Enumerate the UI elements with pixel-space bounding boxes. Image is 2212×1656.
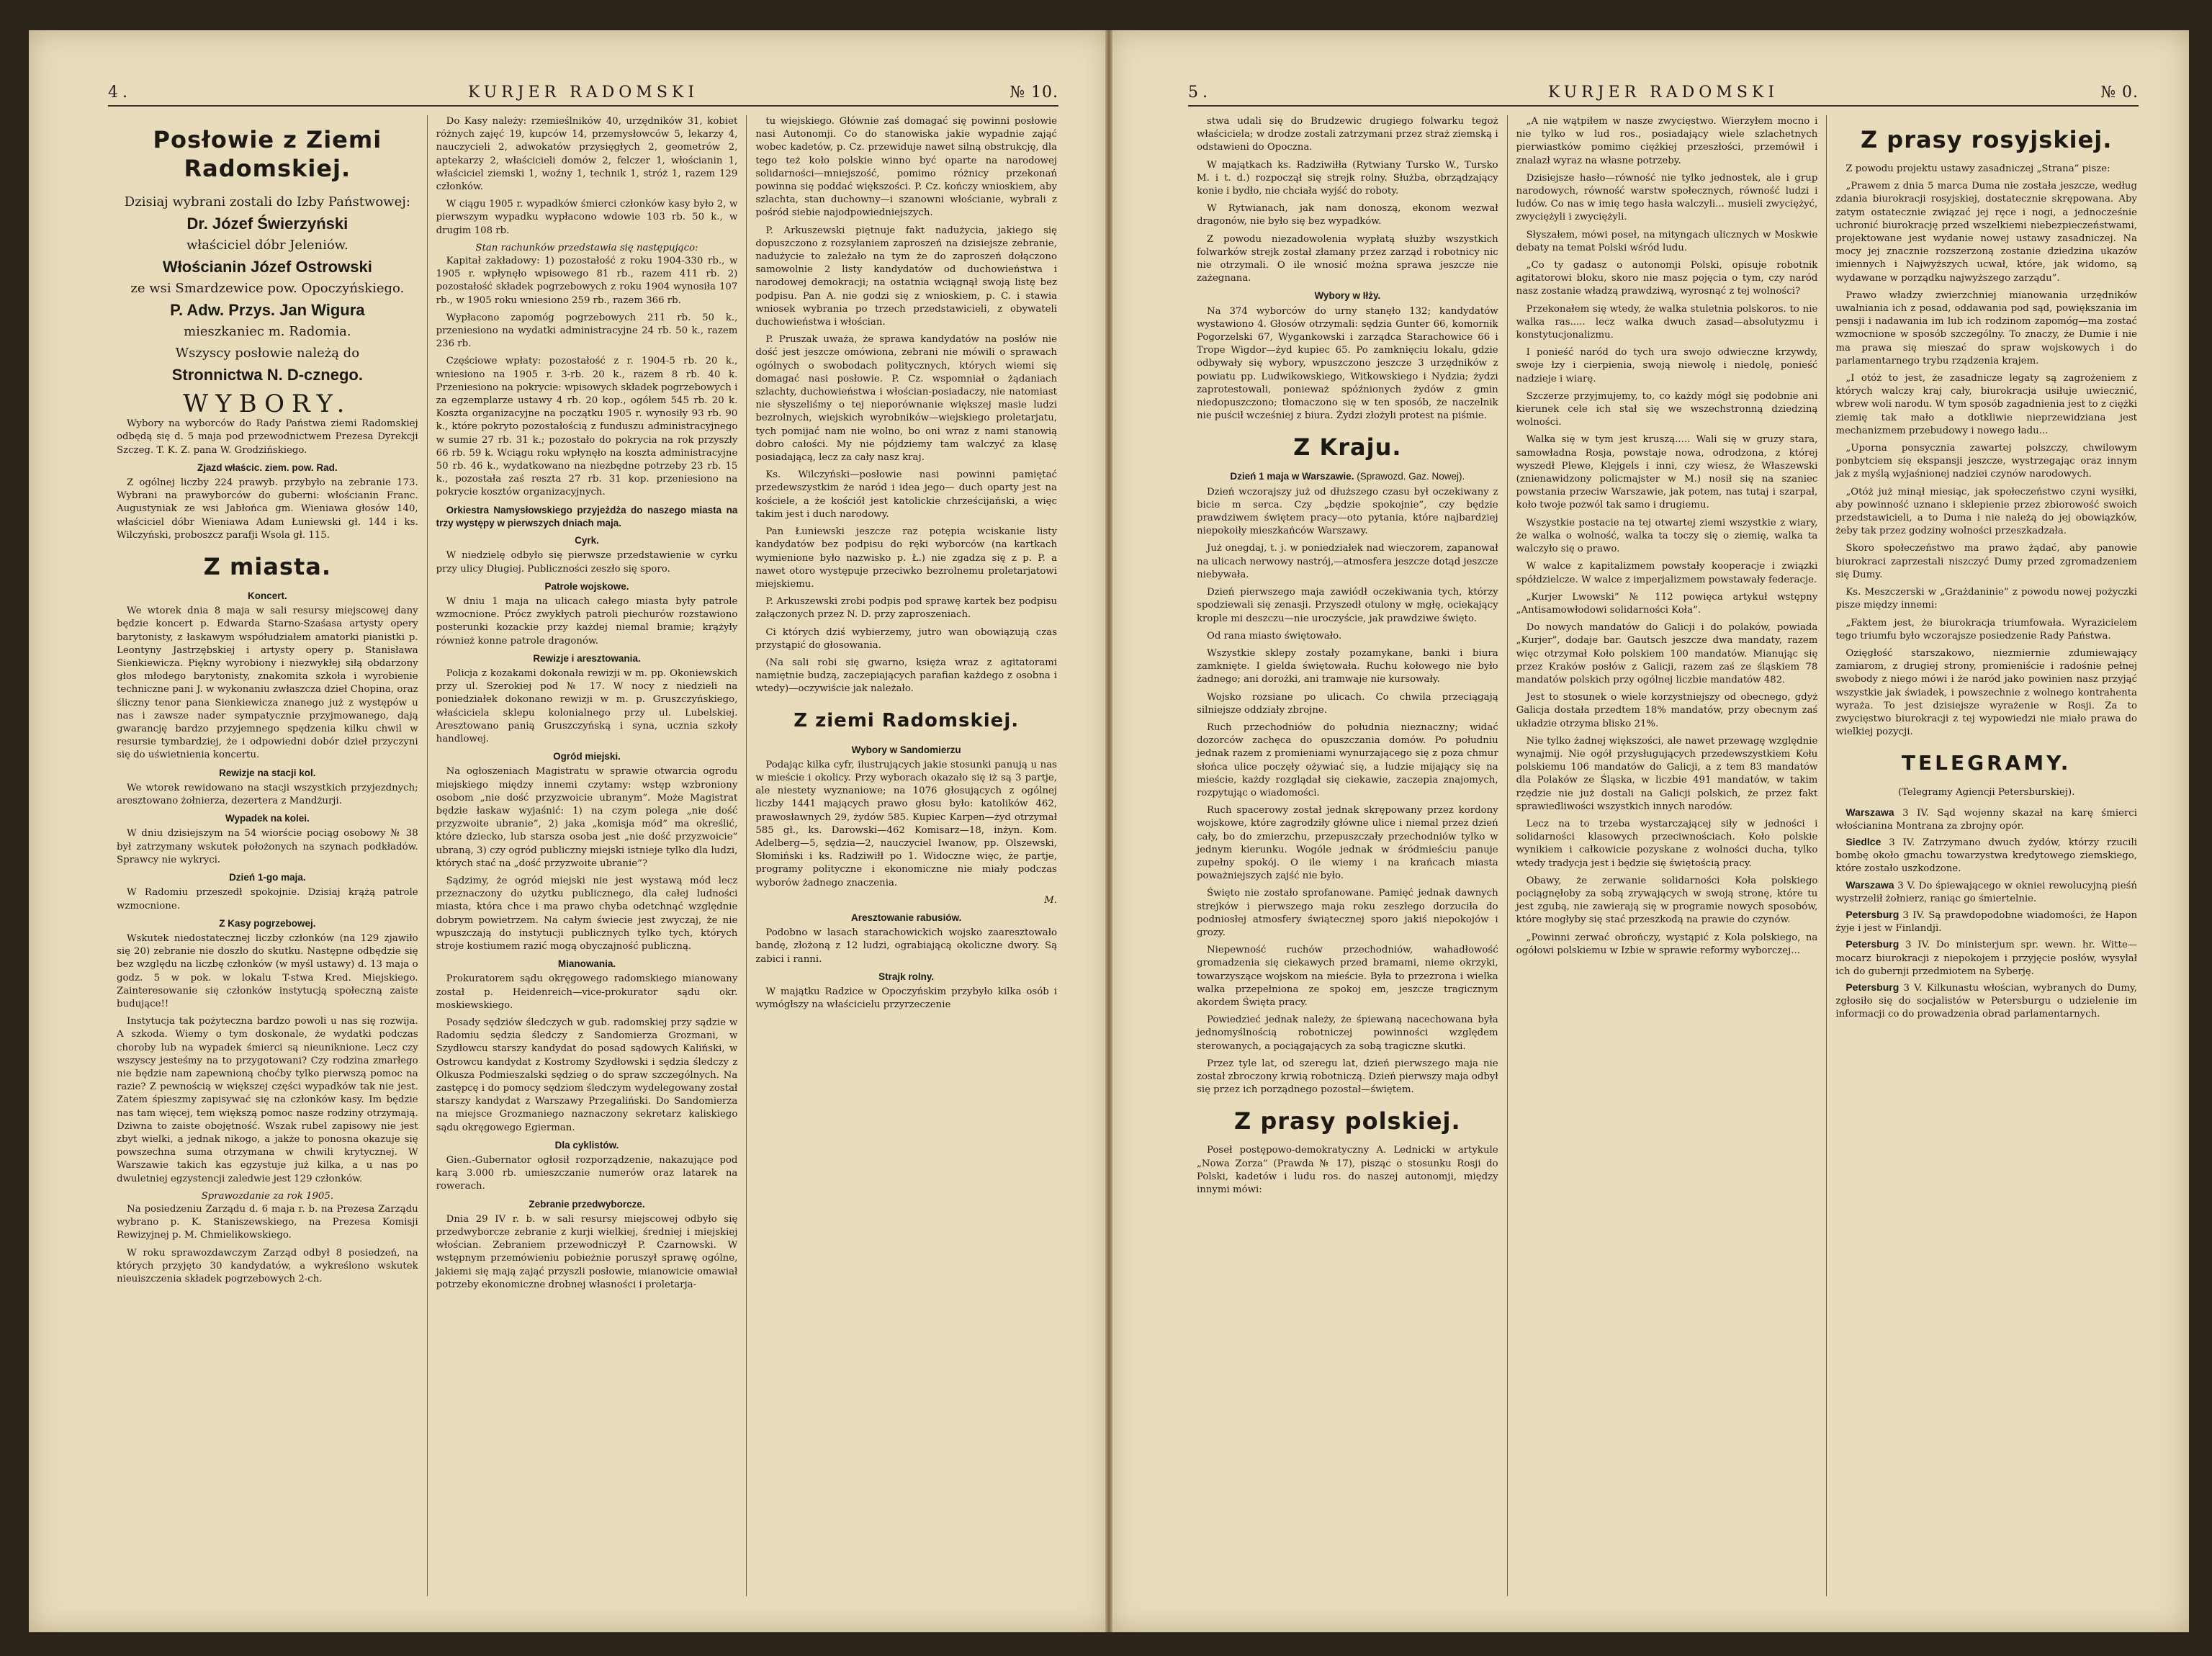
telegram-item	[1835, 806, 2137, 833]
z-prasy-polskiej-title: Z prasy polskiej.	[1234, 1107, 1461, 1135]
telegramy-subtitle: (Telegramy Agiencji Petersburskiej).	[1897, 787, 2075, 798]
poslowie-line: właściciel dóbr Jeleniów.	[186, 238, 349, 253]
kurjer-lwowski-paragraph: Jest to stosunek o wiele korzystniejszy od obecnego, gdyż Galicja dostała przedtem 18% mandatów, przy obecnym zaś układzie otrzyma blisko 21%.	[1516, 692, 1818, 729]
right-col-3	[1827, 115, 2146, 1596]
kasa-paragraph: Instytucja tak pożyteczna bardzo powoli u nas się rozwija. A szkoda. Wiemy o tym doskonale, że wydatki podczas choroby lub na wypadek śmierci są nieuniknione. Lecz czy wszyscy jesteśmy na to przygotowani? Czy rodzina zmarłego nie będzie nam zapewnioną choćby tylko pierwszą pomoc na razie? Z pewnością w większej części wypadków tak nie jest. Zatem śpieszmy zapisywać się na członków kasy. Im będzie nas tam więcej, tem większą pomoc nasze rodziny otrzymają. Dziwna to zaiste obojętność. Wszak rubel zapisowy nie jest zbyt wielki, a jednak nikogo, a jakże to ponosna okazuje się powszechna suma otrzymana w chwili krytycznej. W Warszawie takich kas egzystuje już kilka, a u nas po dwuletniej egzystencji zaledwie jest 129 członków.	[117, 1016, 418, 1184]
telegram-date: 3 V.	[1903, 982, 1923, 994]
poslowie-line: Dr. Józef Świerzyński	[186, 215, 349, 233]
zebranie-cont-paragraph: (Na sali robi się gwarno, księża wraz z agitatorami namiętnie budzą, zaczepiających parafian każdego z osobna i wtedy)—oczywiście jak należało.	[755, 657, 1058, 695]
telegram-city: Petersburg	[1845, 908, 1899, 920]
z-kraju-title: Z Kraju.	[1293, 433, 1402, 462]
kurjer-lwowski-paragraph: „Powinni zerwać obrończy, wystąpić z Kola polskiego, na ogółowi polskiemu w Izbie w sprawie reformy wyborczej...	[1516, 932, 1818, 956]
wyplaty-paragraph: Wypłacono zapomóg pogrzebowych 211 rb. 50 k., przeniesiono na wydatki administracyjne 24 rb. 50 k., razem 236 rb.	[436, 312, 738, 350]
kasa-members-paragraph: Do Kasy należy: rzemieślników 40, urzędników 31, kobiet różnych zajęć 19, kupców 14, przemysłowców 5, lekarzy 4, nauczycieli 2, adwokatów przysięgłych 2, geometrów 2, aptekarzy 2, właścicieli domów 2, felczer 1, włościanin 1, właściciel ziemski 1, woźny 1, technik 1, stróż 1, razem 129 członków.	[436, 116, 738, 193]
zebranie-cont-paragraph: Pan Łuniewski jeszcze raz potępia wciskanie listy kandydatów bez podpisu do ręki wyborców (na kartkach wymienione było nazwisko p. Ł.) nie zgadza się z p. P. a nawet otoro występuje przeciwko bezrolnemu proletarjatowi miejskiemu.	[755, 526, 1058, 590]
kurjer-lwowski-paragraph: Do nowych mandatów do Galicji i do polaków, powiada „Kurjer”, dodaje bar. Gautsch jeszcze dwa mandaty, razem więc otrzymał Koło polskiem 100 mandatów. Mianując się przez Kraków posłów z Galicji, razem zaś ze śląskiem 78 mandatów polskich przy ogólnej liczbie mandatów 482.	[1516, 622, 1818, 685]
patrole-subheading: Patrole wojskowe.	[544, 580, 629, 592]
left-col-1	[108, 115, 428, 1596]
ogrod-subheading: Ogród miejski.	[553, 751, 621, 762]
kasa-deaths-paragraph: W ciągu 1905 r. wypadków śmierci członków kasy było 2, w pierwszym wypadku wypłacono wdowie 103 rb. 50 k., w drugim 108 rb.	[436, 199, 738, 236]
poslowie-line: mieszkaniec m. Radomia.	[184, 324, 351, 339]
koncert-paragraph: We wtorek dnia 8 maja w sali resursy miejscowej dany będzie koncert p. Edwarda Starno-Szaśasa artysty opery barytonisty, z łaskawym współudziałem amatorki pianistki p. Leontyny Jastrzębskiej i artysty opery p. Stanisława Sienkiewicza. Piękny wyrobiony i niezwykłej siłą obdarzony głos młodego barytonisty, znakomita szkoła i wyrobienie techniczne pani J. w wykonaniu zwłaszcza dzieł Chopina, oraz śliczny tenor pana Sienkiewicza znanego już z występów u nas i zawsze nader sympatycznie przyjmowanego, dają gwarancję bardzo przyjemnego spędzenia kilku chwil w resursie tymbardziej, że i odpowiedni dobór dzieł przyczyni się do uświetnienia koncertu.	[117, 606, 418, 761]
rosyjska-paragraph: „Uporna ponsycznia zawartej polszczy, chwilowym ponbytciem się ekspansji jeszcze, wystrzegając oraz innym jak z myślą wyjaśnionej nadziei czynów narodowych.	[1835, 443, 2138, 480]
poslowie-line: Włościanin Józef Ostrowski	[162, 258, 372, 276]
rosyjska-paragraph: Ks. Meszczerski w „Grażdaninie” z powodu nowej pożyczki pisze między innemi:	[1835, 587, 2138, 611]
sandomierz-subheading: Wybory w Sandomierzu	[851, 744, 961, 755]
telegram-text: Do ministerjum spr. wewn. hr. Witte—mocarz biurokracji z niepokojem i przyjęcie posłów, wysyłał ich do gubernji przedmiotem na Syberję.	[1835, 940, 2138, 977]
sprawozdanie-subheading: Sprawozdanie za rok 1905.	[201, 1190, 334, 1202]
wybory-title: WYBORY.	[183, 390, 352, 418]
poslowie-line: ze wsi Smardzewice pow. Opoczyńskiego.	[130, 281, 405, 296]
rewizje-stacja-subheading: Rewizje na stacji kol.	[219, 767, 316, 778]
wypadek-subheading: Wypadek na kolei.	[225, 813, 310, 824]
telegram-date: 3 IV.	[1902, 909, 1925, 921]
dzien-paragraph: Ruch spacerowy został jednak skrępowany przez kordony wojskowe, które zagrodziły główne ulice i niemal przez dzień cały, bo do zmierzchu, przepuszczały przechodniów tylko w jednym kierunku. Wogóle jednak w śródmieściu panuje zupełny spokój. O ile wiemy i na krańcach miasta poważniejszych zajść nie było.	[1197, 805, 1498, 882]
dzien-warszawa-heading: Dzień 1 maja w Warszawie.	[1230, 471, 1354, 482]
telegramy-title: TELEGRAMY.	[1901, 751, 2072, 775]
mianowania-paragraph: Prokuratorem sądu okręgowego radomskiego mianowany został p. Heidenreich—vice-prokurator sądu okr. moskiewskiego.	[436, 973, 738, 1011]
cyrk-subheading: Cyrk.	[575, 535, 599, 546]
dzien-paragraph: Niepewność ruchów przechodniów, wahadłowość gromadzenia się ciekawych przed bramami, nieme okrzyki, towarzyszące wojskom na mieście. Była to przezrona i wielka walka przepełniona ze spokoj em, jeszcze tragicznym akordem Święta pracy.	[1197, 945, 1498, 1008]
newspaper-spread	[29, 30, 2189, 1632]
telegram-item	[1835, 878, 2137, 906]
koncert-subheading: Koncert.	[247, 590, 287, 602]
mianowania-subheading: Mianowania.	[557, 958, 616, 970]
telegram-city: Petersburg	[1845, 981, 1899, 993]
prasy-cont-paragraph: Walka się w tym jest kruszą..... Wali się w gruzy stara, samowładna Rosja, powstaje nowa, odrodzona, z której wyszedł Plewe, Klejgels i inni, czy wiesz, że Właszewski (znienawidzony policmajster w M.) nosił się na szaniec powstania przeciw Warszawie, jak potem, nas tutaj i szarpał, koło twoje pozwól tak samo i drugiemu.	[1516, 434, 1818, 511]
dzien-paragraph: Ruch przechodniów do południa nieznaczny; widać dozorców zachęca do opuszczania domów. Po południu jednak razem z promieniami wynurzającego się z poza chmur słońca ulice poczęły ożywiać się, a ludzie mijający się na mieście, każdy rozglądał się ciekawie, zaczepia znajomych, rozpytując o wiadomości.	[1197, 721, 1498, 798]
aresztowanie-subheading: Aresztowanie rabusiów.	[851, 912, 962, 923]
right-running-header	[1188, 81, 2139, 107]
z-ziemi-radomskiej-title: Z ziemi Radomskiej.	[793, 709, 1020, 732]
wybory-paragraph: Wybory na wyborców do Rady Państwa ziemi Radomskiej odbędą się d. 5 maja pod przewodnictwem Prezesa Dyrekcji Szczeg. T. K. Z. pana W. Grodzińskiego.	[117, 418, 418, 456]
poslowie-list	[117, 192, 418, 386]
kasa-paragraph: W roku sprawozdawczym Zarząd odbył 8 posiedzeń, na których przyjęto 30 kandydatów, a wykreślono wskutek nieuiszczenia składek pogrzebowych 2-ch.	[117, 1247, 418, 1284]
rosyjska-paragraph: „I otóż to jest, że zasadnicze legaty są zagrożeniem z których walczy kraj cały, biurokracja usiłuje uwiecznić, wbrew woli narodu. W tym sposób zagadnienia jest to z ciężki ziemię tak mało a dotkliwie nieprzewidziana jest mechanizmem przebudowy i nowego ładu...	[1835, 373, 2138, 436]
cyklistow-paragraph: Gien.-Gubernator ogłosił rozporządzenie, nakazujące pod karą 3.000 rb. umieszczanie numerów oraz latarek na rowerach.	[436, 1155, 738, 1192]
kurjer-lwowski-paragraph: „Kurjer Lwowski” № 112 powięca artykuł wstępny „Antisamowłodowi solidarności Koła”.	[1516, 591, 1818, 616]
telegram-city: Warszawa	[1845, 878, 1894, 891]
zebranie-paragraph: Dnia 29 IV r. b. w sali resursy miejscowej odbyło się przedwyborcze zebranie z kurji wielkiej, średniej i miejskiej włościan. Zebraniem przewodniczył P. Czarnowski. W wstępnym przemówieniu pobieżnie poruszył sprawę ogólne, jakiemi się mają zająć przyszli posłowie, mianowicie omawiał potrzeby ekonomiczne drobnej własności i proletarja-	[436, 1213, 738, 1290]
telegram-city: Warszawa	[1845, 806, 1894, 818]
dzien-paragraph: Wojsko rozsiane po ulicach. Co chwila przeciągają silniejsze oddziały zbrojne.	[1197, 691, 1498, 716]
telegram-city: Siedlce	[1845, 835, 1881, 847]
telegram-item	[1835, 937, 2137, 978]
dzien-paragraph: Wszystkie sklepy zostały pozamykane, banki i biura zamknięte. I gielda świętowała. Ruchu kołowego nie było żadnego; ani dorożki, ani tramwaje nie kursowały.	[1197, 647, 1498, 685]
telegram-item	[1835, 981, 2137, 1022]
prasy-polskiej-paragraph: Poseł postępowo-demokratyczny A. Lednicki w artykule „Nowa Zorza” (Prawda № 17), pisząc o stosunku Rosji do Polski, kadetów i ludu ros. do naszej autonomji, między innymi mówi:	[1197, 1145, 1498, 1196]
right-col-1	[1188, 115, 1508, 1596]
telegram-item	[1835, 835, 2137, 876]
strajk-cont-paragraph: W Rytwianach, jak nam donoszą, ekonom wezwał dragonów, nie było się bez wypadków.	[1197, 203, 1498, 228]
kapital-paragraph: Kapitał zakładowy: 1) pozostałość z roku 1904-330 rb., w 1905 r. wpłynęło wpisowego 81 rb., razem 411 rb. 2) pozostałość składek pogrzebowych z roku 1904 wynosiła 107 rb., w 1905 roku wniesiono 259 rb., razem 366 rb.	[436, 256, 738, 306]
ogrod-paragraph: Sądzimy, że ogród miejski nie jest wystawą mód lecz przeznaczony do użytku publicznego, dla całej ludności miasta, która chce i ma prawo chyba odetchnąć względnie dobrym powietrzem. Na całym świecie jest zwyczaj, że nie wpuszczają do instytucji publicznych tylko tych, których stroje kostiumem razić mogą obyczajność publiczną.	[436, 875, 738, 952]
poslowie-line: Wszyscy posłowie należą do	[175, 346, 360, 361]
dzien-paragraph: Już onegdaj, t. j. w poniedziałek nad wieczorem, zapanował na ulicach nerwowy nastrój,—atmosfera jeszcze dotąd jeszcze niebywała.	[1197, 543, 1498, 580]
zjazd-subheading: Zjazd właścic. ziem. pow. Rad.	[197, 462, 338, 473]
zebranie-cont-paragraph: P. Arkuszewski zrobi podpis pod sprawę kartek bez podpisu załączonych przez N. D. przy zaproszeniach.	[755, 596, 1058, 621]
prasy-cont-paragraph: Słyszałem, mówi poseł, na mityngach ulicznych w Moskwie debaty na temat Polski wśród ludu.	[1516, 229, 1818, 253]
zebranie-cont-paragraph: P. Arkuszewski piętnuje fakt nadużycia, jakiego się dopuszczono z rozsyłaniem zaproszeń na dzisiejsze zebranie, nadużycie to zależało na tym że do zaproszeń dołączono samowolnie 2 listy kandydatów od duchowieństwa i narodowej demokracji; na ostatnia wciągnął swoją listę bez podpisu. Pan A. nie godzi się z wnioskiem, p. C. i stawia wniosek wybrania po trzech przedstawicieli, z obywateli duchowieństwa i włościan.	[755, 225, 1058, 328]
rosyjska-paragraph: Skoro społeczeństwo ma prawo żądać, aby panowie biurokraci zaprzestali niszczyć Dumy przed zgromadzeniem się Dumy.	[1835, 543, 2138, 580]
telegram-list	[1835, 806, 2137, 1022]
kasa-paragraph: Na posiedzeniu Zarządu d. 6 maja r. b. na Prezesa Zarządu wybrano p. K. Staniszewskiego, na Prezesa Komisji Rewizyjnej p. M. Chmielikowskiego.	[117, 1203, 418, 1241]
telegram-date: 3 IV.	[1902, 807, 1929, 819]
zebranie-cont-paragraph: tu wiejskiego. Głównie zaś domagać się powinni posłowie nasi Autonomji. Co do stanowiska jakie wypadnie zająć wobec kadetów, p. Cz. przewiduje nawet silną obstrukcję, dla tego też koło polskie winno być oparte na narodowej solidarności—mniejszość, pomimo różnicy przekonań powinna się poddać większości. P. Cz. kończy wnioskiem, aby szlachta, stan duchowny—i szanowni włościanie, wybrali z pośród siebie najodpowiedniejszych.	[755, 116, 1058, 219]
dzien-paragraph: Przez tyle lat, od szeregu lat, dzień pierwszego maja nie został zbroczony krwią robotniczą. Dzień pierwszy maja odbył się przez ich porządnego pozostał—świętem.	[1197, 1058, 1498, 1096]
rewizje-subheading: Rewizje i aresztowania.	[533, 652, 641, 664]
kurjer-lwowski-paragraph: Lecz na to trzeba wystarczającej siły w jedności i solidarności klasowych przeciwnościach. Koło polskie wynikiem i całkowicie pozyskane z wolności ducha, tylko wtedy tradycja jest i będzie się świętością pracy.	[1516, 818, 1818, 869]
poslowie-line: P. Adw. Przys. Jan Wigura	[170, 301, 365, 319]
rewizje-stacja-paragraph: We wtorek rewidowano na stacji wszystkich przyjezdnych; aresztowano żołnierza, dezertera z Mandżurji.	[117, 782, 418, 807]
dzien-paragraph: Od rana miasto świętowało.	[1207, 630, 1342, 642]
stan-rachunkow-heading: Stan rachunków przedstawia się następująco:	[475, 242, 698, 253]
prasy-cont-paragraph: „Co ty gadasz o autonomji Polski, opisuje robotnik agitatorowi bloku, skoro nie masz pojęcia o tym, czy naród nasz zostanie władzą prawdziwą, wyrosnąć z tej wolności?	[1516, 260, 1818, 297]
ogrod-paragraph: Na ogłoszeniach Magistratu w sprawie otwarcia ogrodu miejskiego między innemi czytamy: wstęp wzbroniony osobom „nie dość przyzwoicie ubranym”. Może Magistrat będzie łaskaw wyjaśnić: 1) na czym polega „nie dość przyzwoite ubranie”, 2) jaka „komisja mód” ma określić, które dziecko, lub starsza osoba jest „nie dość przyzwoicie” ubraną, 3) czy ogród publiczny miejski istnieje tylko dla ludzi, których stać na „dość przyzwoite ubranie”?	[436, 766, 738, 869]
strajk-subheading: Strajk rolny.	[878, 971, 935, 982]
telegram-text: Sąd wojenny skazał na karę śmierci włościanina Montrana za zbrojny opór.	[1835, 807, 2138, 832]
poslowie-line: Stronnictwa N. D-cznego.	[171, 366, 363, 384]
kurjer-lwowski-paragraph: Nie tylko żadnej większości, ale nawet przewagę względnie wynajmij. Nie ogół przysługujących przedewszystkiem Kołu polskiemu 106 mandatów do Galicji, a z tem 83 mandatów dla Polaków ze Śląska, w liczbie 491 mandatów, w takim rzędzie nie już dostali na Galicji polskich, że przez fakt sprawiedliwości wszystkich innych narodów.	[1516, 735, 1818, 812]
dzien-paragraph: Powiedzieć jednak należy, że śpiewaną nacechowana była jednomyślnością robotniczej powinności względem sterowanych, a pociągających za sobą tragiczne skutki.	[1197, 1014, 1498, 1052]
zebranie-subheading: Zebranie przedwyborcze.	[529, 1198, 645, 1210]
kasa-subheading: Z Kasy pogrzebowej.	[219, 917, 316, 929]
telegram-text: Kilkunastu włościan, wybranych do Dumy, zgłosiło się do socjalistów w Petersburgu o udzielenie im informacji co do prowadzenia obrad parlamentarnych.	[1835, 982, 2138, 1020]
page-gutter	[1105, 30, 1112, 1632]
poslowie-line: Dzisiaj wybrani zostali do Izby Państwowej:	[124, 194, 410, 210]
left-issue-number: № 10.	[1010, 84, 1058, 102]
telegram-date: 3 IV.	[1889, 837, 1915, 848]
prasy-cont-paragraph: „A nie wątpiłem w nasze zwycięstwo. Wierzyłem mocno i nie tylko w lud ros., posiadający wiele szlachetnych pierwiastków pomimo ciężkiej przeszłości, przemówił i znalazł wyraz na własne potrzeby.	[1516, 116, 1818, 166]
dzien-paragraph: Dzień wczorajszy już od dłuższego czasu był oczekiwany z bicie m serca. Czy „będzie spokojnie”, czy będzie prawdziwem świętem pracy—oto pytania, które najbardziej niepokoiły mieszkańców Warszawy.	[1197, 486, 1498, 537]
right-page	[1109, 30, 2189, 1632]
telegram-text: Są prawdopodobne wiadomości, że Hapon żyje i jest w Finlandji.	[1835, 909, 2138, 935]
left-page	[29, 30, 1109, 1632]
strajk-cont-paragraph: W majątkach ks. Radziwiłła (Rytwiany Tursko W., Tursko M. i t. d.) rozpoczął się strejk rolny. Służba, obrządzający konie i bydło, nie chciała wyjść do roboty.	[1197, 159, 1498, 197]
rosyjska-paragraph: „Prawem z dnia 5 marca Duma nie została jeszcze, według zdania biurokracji rosyjskiej, dostatecznie skrępowana. Aby zatym ostatecznie związać jej ręce i nogi, a jednocześnie uchronić biurokrację przed wszelkiemi niebezpieczeństwami, projektowane jest wydanie nowej ustawy zasadniczej. Na mocy jej znacznie rozszerzoną zostanie dziedzina ukazów imiennych i Najwyższych ucwał, które, jak widomo, są wydawane w porządku najwyższego zarządu”.	[1835, 181, 2138, 284]
aresztowanie-paragraph: Podobno w lasach starachowickich wojsko zaaresztowało bandę, złożoną z 12 ludzi, ograbiającą okoliczne dwory. Są zabici i ranni.	[755, 927, 1058, 965]
dzien-maja-subheading: Dzień 1-go maja.	[229, 872, 306, 883]
left-col-3	[747, 115, 1066, 1596]
prasy-cont-paragraph: I ponieść naród do tych ura swojo odwieczne krzywdy, swoje łzy i cierpienia, swoją niewolę i niedolę, ponieść nadzieje i wiarę.	[1516, 347, 1818, 384]
rosyjska-paragraph: Ozięgłość starszakowo, niezmiernie zdumiewający zamiarom, z drugiej strony, promieniście i radośnie pełnej swobody z niego mówi i że naród jako powinien nasz przyjąć wszystkie jak świadek, i powszechnie z wolnego kontrahenta wyraża. To jest dzisiejsze wyrażenie w Rosji. Za to zwycięstwo biurokracji z tej wypowiedzi nie miało prawa do wielkiej pozycji.	[1835, 647, 2138, 738]
czesciowe-paragraph: Częściowe wpłaty: pozostałość z r. 1904-5 rb. 20 k., wniesiono na 1905 r. 3-rb. 20 k., razem 8 rb. 40 k. Przeniesiono na pokrycie: wpisowych składek pogrzebowych i za egzemplarze ustawy 4 rb. 20 kop., ogółem 545 rb. 20 k. Koszta organizacyjne na początku 1905 r. wynosiły 93 rb. 90 k., które pokryto pozostałością z funduszu administracyjnego w sumie 27 rb. 31 k.; pozostało do pokrycia na rok przyszły 66 rb. 59 k. Wciągu roku wpłynęło na koszta administracyjne 50 rb. 46 k., wydatkowano na niezbędne potrzeby 23 rb. 15 k., pozostała zaś reszta 27 rb. 31 kop. przeniesiono na pokrycie kosztów organizacyjnych.	[436, 356, 738, 498]
kasa-paragraph: Wskutek niedostatecznej liczby członków (na 129 zjawiło się 20) zebranie nie doszło do skutku. Następne odbędzie się bez względu na liczbę członków (w myśl ustawy) d. 13 maja o godz. 5 w pok. w lokalu T-stwa Kred. Miejskiego. Zainteresowanie się członków instytucją społeczną zaiste budujące!!	[117, 932, 418, 1009]
zebranie-cont-paragraph: Ks. Wilczyński—posłowie nasi powinni pamiętać przedewszystkim że naród i idea jego— duch oparty jest na kościele, a że kościół jest katolickie chrześcijański, a więc takim jest i duch narodowy.	[755, 469, 1058, 520]
left-running-header	[108, 81, 1058, 107]
dzien-paragraph: Dzień pierwszego maja zawiódł oczekiwania tych, którzy spodziewali się zenasji. Przyszedł otulony w mgłę, ociekający krople mi deszczu—nie uroczyście, jak prawdziwe święto.	[1197, 587, 1498, 624]
telegram-text: Do śpiewającego w okniei rewolucyjną pieśń wystrzelił żołnierz, raniąc go śmiertelnie.	[1835, 880, 2138, 904]
kurjer-lwowski-paragraph: Obawy, że zerwanie solidarności Koła polskiego pociągnęłoby za sobą zrywających w swoją stronę, które tu jest zgubą, nie zawierają się w programie nowych sposobów, które mogłyby się stać przeszkodą na prawie do czynów.	[1516, 875, 1818, 926]
telegram-date: 3 IV.	[1905, 940, 1930, 951]
dzien-warszawa-source: (Sprawozd. Gaz. Nowej).	[1357, 471, 1465, 482]
mianowania-paragraph: Posady sędziów śledczych w gub. radomskiej przy sądzie w Radomiu sędzia śledczy z Sandomierza Grozmani, w Szydłowcu starszy kandydat do posad sądowych Kaliński, w Ostrowcu kandydat z Kostromy Szydłowski i sędzia śledczy z Olkusza Podmieszalski sędzieg o do spraw szczególnych. Na zastępcę i do pomocy sędziom śledczym wydelegowany został starszy kandydat z Warszawy Przegaliński. Do Sandomierza na miejsce Grozmaniego naznaczony sekretarz kaliskiego sądu okręgowego Egierman.	[436, 1017, 738, 1133]
right-columns	[1188, 115, 2146, 1596]
strajk-cont-paragraph: stwa udali się do Brudzewic drugiego folwarku tegoż właściciela; w drodze zostali zatrzymani przez straż ziemską i odstawieni do Opoczna.	[1197, 116, 1498, 153]
zjazd-paragraph: Z ogólnej liczby 224 prawyb. przybyło na zebranie 173. Wybrani na prawyborców do guberni: włościanin Franc. Augustyniak ze wsi Jabłońca gm. Wieniawa głosów 140, właściciel dóbr Wieniawa Adam Łuniewski gł. 144 i ks. Wilczyński, proboszcz parafji Wsola gł. 115.	[117, 477, 418, 541]
dzien-paragraph: Święto nie zostało sprofanowane. Pamięć jednak dawnych strejków i pierwszego maja roku zeszłego dorzuciła do podniosłej atmosfery świątecznej sporo jakiś niepokojów i grozy.	[1197, 888, 1498, 938]
telegram-item	[1835, 908, 2137, 935]
left-page-number: 4.	[108, 84, 132, 102]
prasy-cont-paragraph: Wszystkie postacie na tej otwartej ziemi wszystkie z wiary, że walka o wolność, walka ta toczy się o ziemię, walka ta walczyło się o prawo.	[1516, 517, 1818, 555]
sandomierz-signature: M.	[1044, 894, 1058, 906]
right-page-number: 5.	[1188, 84, 1212, 102]
prasy-cont-paragraph: W walce z kapitalizmem powstały kooperacje i związki spółdzielcze. W walce z imperjalizmem powstawały federacje.	[1516, 561, 1818, 585]
dzien-maja-paragraph: W Radomiu przeszedł spokojnie. Dzisiaj krążą patrole wzmocnione.	[117, 887, 418, 912]
orkiestra-paragraph: Orkiestra Namysłowskiego przyjeżdża do naszego miasta na trzy występy w pierwszych dniach maja.	[436, 504, 738, 528]
sandomierz-paragraph: Podając kilka cyfr, ilustrujących jakie stosunki panują u nas w mieście i okolicy. Przy wyborach okazało się iż są 3 partje, ale niestety wyznaniowe; na 1076 głosujących z ogólnej liczby 1441 mających prawo głosu było: katolików 462, prawosławnych 29, żydów 585. Kupiec Karpen—żyd otrzymał 585 gł., ks. Darowski—462 Komisarz—18, inżyn. Kom. Adelberg—5, sędzia—2, nauczyciel Iwanow, pp. Olszewski, Słomiński i ks. Radziwiłł po 1. Widoczne więc, że partje, programy polityczne i ekonomiczne nie miały podczas wyborów żadnego znaczenia.	[755, 759, 1058, 888]
ilza-paragraph: Na 374 wyborców do urny stanęło 132; kandydatów wystawiono 4. Głosów otrzymali: sędzia Gunter 66, komornik Pogorzelski 67, Wygankowski i zarządca Starachowice 66 i Trope Wigdor—żyd kupiec 65. Po zamknięciu lokalu, gdzie odbywały się wybory, wpuszczono jeszcze 3 urzędników z powiatu pp. Ludwikowskiego, Witkowskiego i Nydzia; żydzi zaprotestowali, ponieważ spóźnionych żydów z gmin niedopuszczono; tłomaczono się w ten sposób, że naczelnik nie puścił wcześniej z biura. Żydzi złożyli protest na piśmie.	[1197, 305, 1498, 422]
prasy-cont-paragraph: Przekonałem się wtedy, że walka stuletnia polskoros. to nie walka ras..... lecz walka dwuch zasad—absolutyzmu i konstytucjonalizmu.	[1516, 303, 1818, 341]
telegram-date: 3 V.	[1897, 880, 1915, 891]
zebranie-cont-paragraph: Ci których dziś wybierzemy, jutro wan obowiązują czas przystąpić do głosowania.	[755, 626, 1058, 651]
rosyjska-paragraph: Prawo władzy zwierzchniej mianowania urzędników uwalniania ich z posad, oddawania pod sąd, powiększania im pensji i nadawania im lub ich rodzinom zapomóg—ma zostać wzmocnione w sposób szczególny. To znaczy, że Dumie i nie ma prawa się mieszać do spraw wojskowych i do parlamentarnego trybu rządzenia krajem.	[1835, 289, 2138, 366]
right-issue-number: № 0.	[2100, 84, 2139, 102]
prasy-cont-paragraph: Dzisiejsze hasło—równość nie tylko jednostek, ale i grup narodowych, równość warstw społecznych, równość ludzi i ludów. Co nas w imię tego hasła walczyli... musieli zwyciężyć, zwyciężyli i zwyciężyli.	[1516, 172, 1818, 223]
strajk-cont-paragraph: Z powodu niezadowolenia wypłatą służby wszystkich folwarków strejk został złamany przez zarząd i robotnicy nic nie otrzymali. O ile wnosić można sprawa jeszcze nie zażegnana.	[1197, 233, 1498, 284]
rewizje-paragraph: Policja z kozakami dokonała rewizji w m. pp. Okoniewskich przy ul. Szerokiej pod № 17. W nocy z niedzieli na poniedziałek dokonano rewizji w m. p. Gruszczyńskiego, właściciela sklepu kolonialnego przy ul. Lubelskiej. Aresztowano panią Gruszczyńską i syna, ucznia szkoły handlowej.	[436, 667, 738, 744]
patrole-paragraph: W dniu 1 maja na ulicach całego miasta były patrole wzmocnione. Prócz zwykłych patroli piechurów rozstawiono posterunki kozackie przy każdej niemal bramie; krążyły również konne patrole dragonów.	[436, 595, 738, 647]
left-columns	[108, 115, 1066, 1596]
z-miasta-title: Z miasta.	[203, 553, 331, 581]
zebranie-cont-paragraph: P. Pruszak uważa, że sprawa kandydatów na posłów nie dość jest jeszcze omówiona, zebrani nie mówili o sprawach ogólnych o swobodach politycznych, których wiemi się domagać nasi posłowie. P. Cz. wspomniał o żądaniach szlachty, duchowieństwa i włościan-posiadaczy, nie natomiast nie słyszeliśmy o tej nieporównanie większej masie ludzi bezrolnych, wiejskich wyrobników—wiejskiego proletarjatu, tych pomijać nam nie wolno, bo oni wraz z nami stanowią dobro całości. My nie pójdziemy tam walczyć za klasę posiadającą, lecz za cały nasz kraj.	[755, 334, 1058, 464]
dzien-warszawa-subheading	[1197, 470, 1498, 483]
prasy-cont-paragraph: Szczerze przyjmujemy, to, co każdy mógł się podobnie ani kierunek cele ich stał się we wszechstronną dziedziną wolności.	[1516, 390, 1818, 428]
wypadek-paragraph: W dniu dzisiejszym na 54 wiorście pociąg osobowy № 38 był zatrzymany wskutek położonych na szynach podkładów. Sprawcy nie wykryci.	[117, 828, 418, 865]
z-prasy-rosyjskiej-title: Z prasy rosyjskiej.	[1860, 126, 2113, 153]
rosyjska-paragraph: „Faktem jest, że biurokracja triumfowała. Wyrazicielem tego triumfu było wczorajsze posiedzenie Rady Państwa.	[1835, 617, 2138, 642]
rosyjska-paragraph: „Otóż już minął miesiąc, jak społeczeństwo czyni wysiłki, aby powinność uznano i sklepienie przez zbiorowość swoich przedstawicieli, a to Duma i nie należą do jej obowiązków, żeby tak przez godziny wolności przeszkadzała.	[1835, 486, 2138, 537]
right-masthead-title: KURJER RADOMSKI	[1547, 84, 1779, 102]
left-masthead-title: KURJER RADOMSKI	[467, 84, 699, 102]
telegram-city: Petersburg	[1845, 938, 1899, 950]
ilza-subheading: Wybory w Iłży.	[1314, 290, 1381, 302]
rosyjska-paragraph: Z powodu projektu ustawy zasadniczej „Strana” pisze:	[1845, 163, 2110, 174]
strajk-paragraph: W majątku Radzice w Opoczyńskim przybyło kilka osób i wymógłszy na właścicielu przyrzeczenie	[755, 986, 1058, 1011]
right-col-2	[1508, 115, 1827, 1596]
poslowie-title: Posłowie z Ziemi Radomskiej.	[153, 126, 382, 182]
cyrk-paragraph: W niedzielę odbyło się pierwsze przedstawienie w cyrku przy ulicy Długiej. Publiczności zeszło się sporo.	[436, 550, 738, 575]
telegram-text: Zatrzymano dwuch żydów, którzy rzucili bombę około gmachu towarzystwa kredytowego ziemskiego, które zostało uszkodzone.	[1835, 837, 2138, 875]
cyklistow-subheading: Dla cyklistów.	[554, 1139, 619, 1151]
left-col-2	[428, 115, 747, 1596]
